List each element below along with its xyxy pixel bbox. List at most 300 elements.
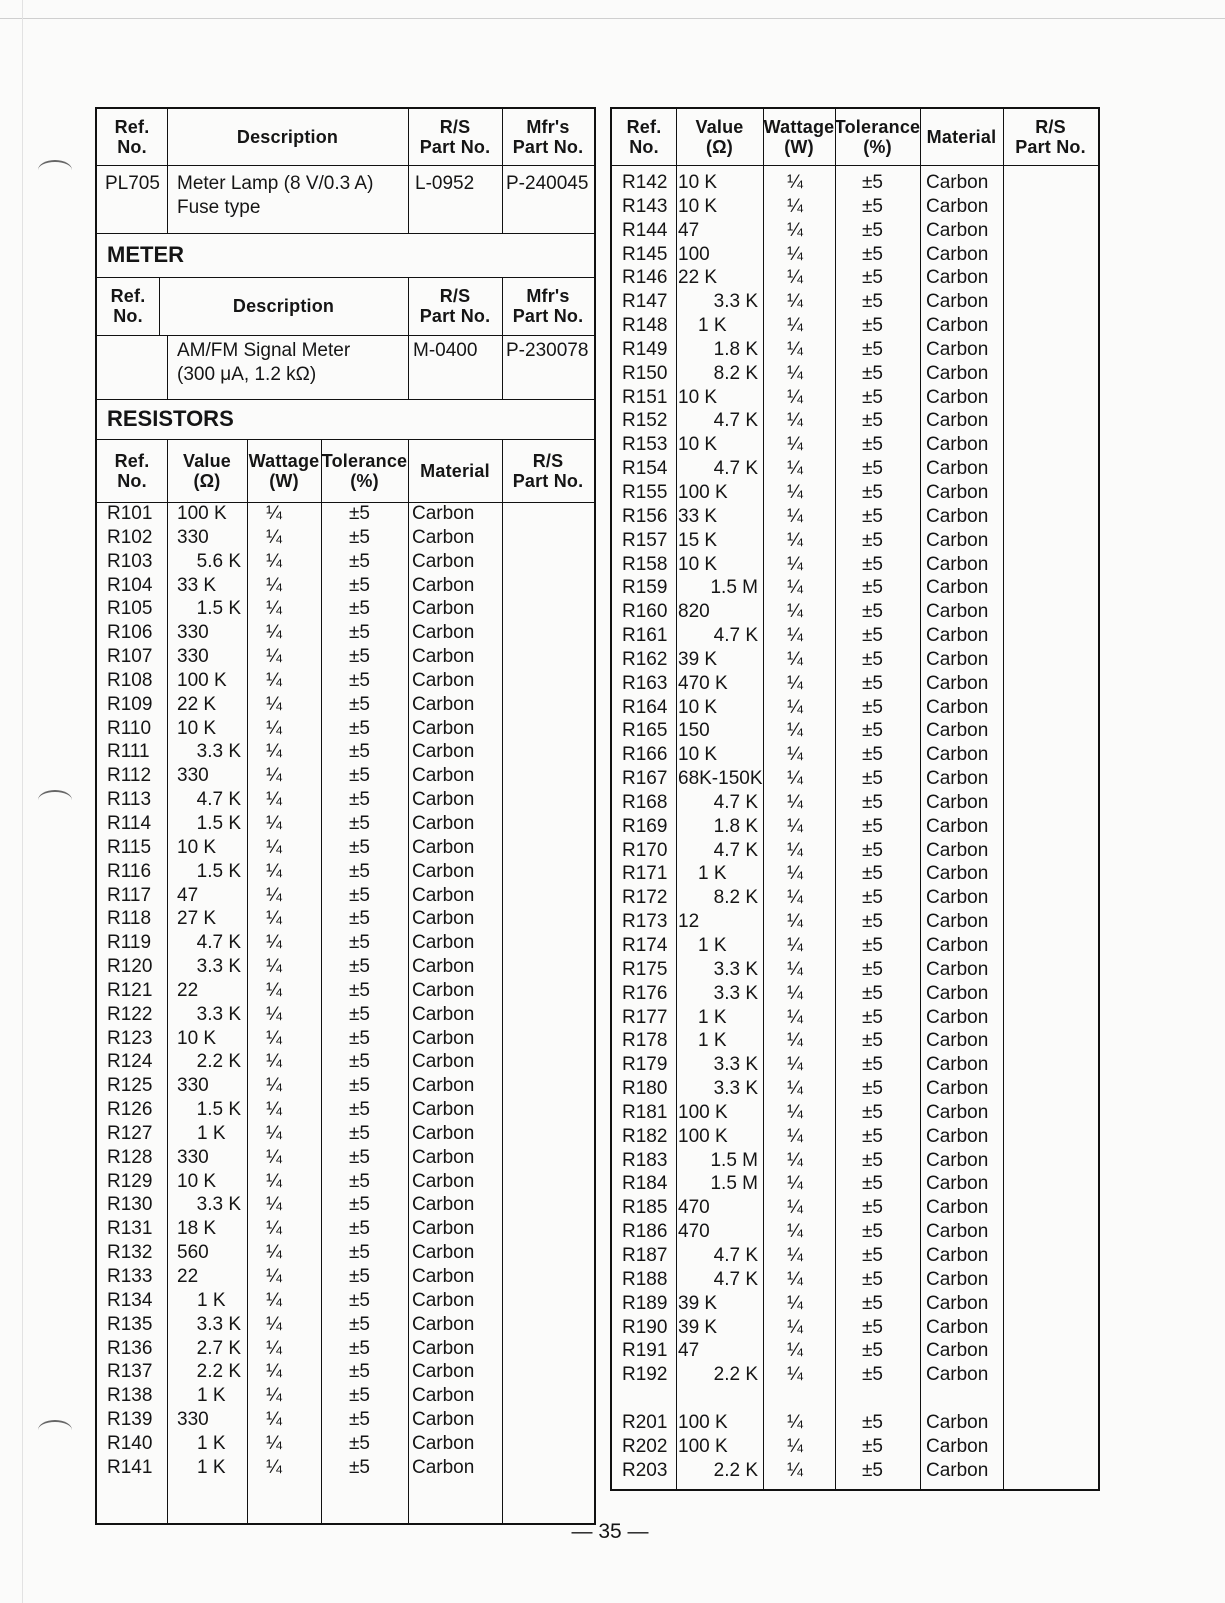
resistor-tolerance: ±5: [862, 1292, 883, 1314]
resistor-material: Carbon: [926, 1221, 989, 1243]
resistor-wattage: ¼: [787, 291, 803, 313]
resistor-tolerance: ±5: [349, 503, 370, 524]
resistor-wattage: ¼: [266, 979, 282, 1001]
rule: [97, 502, 594, 503]
resistor-value: 470: [678, 1197, 710, 1219]
resistor-value: 22: [177, 979, 199, 1001]
resistor-tolerance: ±5: [862, 219, 883, 241]
resistor-wattage: ¼: [787, 815, 803, 837]
resistor-ref: R142: [622, 172, 668, 193]
resistor-tolerance: ±5: [862, 815, 883, 837]
resistor-wattage: ¼: [266, 1313, 282, 1335]
column-ref-no: [107, 502, 165, 1480]
resistor-material: Carbon: [926, 1078, 989, 1100]
resistor-value: 3.3 K: [196, 1003, 241, 1025]
resistor-tolerance: ±5: [862, 1149, 883, 1171]
resistor-material: Carbon: [926, 1030, 989, 1052]
resistor-tolerance: ±5: [862, 1125, 883, 1147]
resistor-ref: R117: [107, 884, 152, 906]
resistor-wattage: ¼: [266, 503, 282, 524]
resistor-material: Carbon: [412, 932, 475, 954]
rule: [97, 233, 594, 234]
resistor-tolerance: ±5: [862, 1459, 883, 1481]
resistor-ref: R160: [622, 601, 668, 623]
resistor-tolerance: ±5: [862, 1221, 883, 1243]
resistor-value: 1 K: [698, 1030, 727, 1052]
resistor-wattage: ¼: [266, 717, 282, 739]
resistor-tolerance: ±5: [349, 622, 370, 644]
resistor-wattage: ¼: [266, 860, 282, 882]
resistor-tolerance: ±5: [862, 172, 883, 193]
resistor-tolerance: ±5: [349, 836, 370, 858]
resistor-value: 3.3 K: [196, 1313, 241, 1335]
resistor-wattage: ¼: [787, 744, 803, 766]
resistor-ref: R161: [622, 625, 668, 647]
resistor-value: 4.7 K: [713, 1268, 758, 1290]
resistor-material: Carbon: [412, 1146, 475, 1168]
header-ref-no: Ref. No.: [110, 286, 146, 326]
resistor-tolerance: ±5: [862, 1364, 883, 1386]
resistor-material: [926, 1387, 998, 1411]
resistor-ref: R192: [622, 1364, 668, 1386]
resistor-value: 3.3 K: [196, 1194, 241, 1216]
resistor-wattage: ¼: [266, 1027, 282, 1049]
resistor-ref: R182: [622, 1125, 668, 1147]
resistor-material: Carbon: [412, 574, 475, 596]
resistor-tolerance: ±5: [349, 956, 370, 978]
resistor-wattage: ¼: [266, 1051, 282, 1073]
rule: [97, 165, 594, 166]
resistor-material: Carbon: [412, 1122, 475, 1144]
page-number: — 35 —: [571, 1520, 649, 1543]
resistor-tolerance: ±5: [862, 911, 883, 933]
resistor-tolerance: ±5: [349, 932, 370, 954]
resistor-ref: R118: [107, 908, 152, 930]
resistor-tolerance: ±5: [349, 1170, 370, 1192]
resistor-wattage: ¼: [787, 553, 803, 575]
resistor-value: 1.5 K: [196, 598, 241, 620]
resistor-material: Carbon: [926, 291, 989, 313]
header-description: Description: [232, 296, 335, 316]
resistor-value: 4.7 K: [713, 410, 758, 432]
resistor-tolerance: ±5: [862, 1078, 883, 1100]
header-rs-part-no: R/S Part No.: [419, 117, 491, 157]
resistor-tolerance: ±5: [349, 1146, 370, 1168]
rule: [167, 335, 168, 399]
resistor-tolerance: ±5: [349, 1242, 370, 1264]
resistor-ref: R164: [622, 696, 668, 718]
resistor-wattage: ¼: [787, 672, 803, 694]
resistor-material: Carbon: [926, 672, 989, 694]
header-wattage: Wattage (W): [248, 450, 320, 491]
resistor-material: Carbon: [412, 1170, 475, 1192]
resistor-ref: R172: [622, 887, 668, 909]
resistor-ref: R129: [107, 1170, 153, 1192]
resistor-wattage: ¼: [266, 741, 282, 763]
resistor-value: 330: [177, 646, 209, 668]
resistor-value: 8.2 K: [713, 362, 758, 384]
resistor-wattage: ¼: [266, 1099, 282, 1121]
column-tolerance: [862, 171, 912, 1482]
resistor-value: 1 K: [698, 935, 727, 956]
resistor-material: Carbon: [926, 815, 989, 837]
resistor-ref: R126: [107, 1099, 153, 1121]
resistor-wattage: ¼: [787, 601, 803, 623]
resistor-value: 4.7 K: [713, 625, 758, 647]
resistor-value: 22: [177, 1266, 199, 1287]
resistor-tolerance: [862, 1387, 912, 1411]
resistor-wattage: ¼: [266, 1003, 282, 1025]
resistor-ref: R110: [107, 717, 152, 739]
resistor-tolerance: ±5: [349, 693, 370, 715]
resistor-tolerance: ±5: [862, 720, 883, 742]
resistor-material: Carbon: [926, 1173, 989, 1195]
header-rs-part-no: R/S Part No.: [1015, 117, 1086, 157]
resistor-tolerance: ±5: [349, 1456, 370, 1478]
resistor-wattage: ¼: [787, 219, 803, 241]
resistor-ref: R191: [622, 1340, 668, 1362]
resistor-tolerance: ±5: [862, 481, 883, 503]
resistor-ref: R130: [107, 1194, 153, 1216]
resistor-value: 1 K: [197, 1432, 226, 1454]
resistor-tolerance: ±5: [349, 550, 370, 572]
resistor-wattage: ¼: [787, 481, 803, 503]
resistor-wattage: ¼: [266, 1170, 282, 1192]
resistor-value: 100 K: [678, 1411, 728, 1433]
resistor-value: 470: [678, 1221, 710, 1243]
resistor-value: 47: [678, 219, 700, 241]
resistor-value: 100 K: [177, 503, 227, 524]
meter-rs-part-no: M-0400: [413, 340, 478, 361]
resistor-value: 10 K: [678, 434, 718, 456]
resistor-ref: R146: [622, 267, 668, 289]
resistor-wattage: ¼: [787, 1364, 803, 1386]
resistor-ref: R176: [622, 982, 668, 1004]
resistor-ref: R114: [107, 812, 152, 834]
resistor-material: Carbon: [926, 195, 989, 217]
resistor-ref: R165: [622, 720, 668, 742]
resistor-tolerance: ±5: [862, 625, 883, 647]
resistor-tolerance: ±5: [349, 1075, 370, 1097]
resistor-material: Carbon: [926, 1435, 989, 1457]
resistor-ref: R132: [107, 1242, 153, 1264]
resistor-wattage: ¼: [787, 1221, 803, 1243]
resistor-ref: R166: [622, 744, 668, 766]
resistor-material: Carbon: [926, 887, 989, 909]
resistor-wattage: ¼: [787, 267, 803, 289]
resistor-wattage: ¼: [266, 765, 282, 787]
resistor-material: Carbon: [412, 812, 475, 834]
resistor-ref: R137: [107, 1361, 153, 1383]
rule: [612, 165, 1098, 166]
resistor-material: Carbon: [412, 669, 475, 691]
resistor-tolerance: ±5: [862, 1435, 883, 1457]
resistor-ref: R154: [622, 458, 668, 480]
resistor-tolerance: ±5: [862, 195, 883, 217]
rule: [920, 109, 921, 1489]
resistor-tolerance: ±5: [862, 362, 883, 384]
resistor-material: Carbon: [926, 1411, 989, 1433]
resistor-ref: R116: [107, 860, 152, 882]
meter-description: AM/FM Signal Meter (300 μA, 1.2 kΩ): [177, 340, 351, 385]
resistor-ref: R123: [107, 1027, 153, 1049]
resistor-value: 2.7 K: [196, 1337, 241, 1359]
resistor-material: Carbon: [926, 1125, 989, 1147]
resistor-value: 1 K: [197, 1122, 226, 1144]
resistor-value: 100 K: [678, 1101, 728, 1123]
resistor-value: 47: [177, 884, 199, 906]
resistor-tolerance: ±5: [349, 1003, 370, 1025]
resistor-value: 100: [678, 243, 710, 265]
resistor-wattage: ¼: [787, 1101, 803, 1123]
resistor-wattage: ¼: [787, 315, 803, 337]
resistor-ref: R169: [622, 815, 668, 837]
page-top-rule: [0, 18, 1225, 19]
header-ref-no: Ref. No.: [114, 117, 150, 157]
resistor-value: 27 K: [177, 908, 217, 930]
resistor-ref: R152: [622, 410, 668, 432]
resistor-wattage: ¼: [266, 1409, 282, 1431]
resistor-material: Carbon: [926, 1292, 989, 1314]
resistor-value: 2.2 K: [196, 1361, 241, 1383]
column-value: [678, 171, 763, 1482]
resistor-ref: R163: [622, 672, 668, 694]
resistor-wattage: ¼: [787, 1244, 803, 1266]
resistor-material: Carbon: [412, 1075, 475, 1097]
resistor-tolerance: ±5: [349, 1409, 370, 1431]
resistor-tolerance: ±5: [349, 1432, 370, 1454]
resistor-tolerance: ±5: [349, 1289, 370, 1311]
resistor-material: Carbon: [412, 789, 475, 811]
resistor-wattage: ¼: [787, 1268, 803, 1290]
resistor-wattage: ¼: [787, 458, 803, 480]
resistor-tolerance: ±5: [349, 574, 370, 596]
resistor-wattage: ¼: [266, 812, 282, 834]
resistor-wattage: ¼: [787, 577, 803, 599]
resistor-material: Carbon: [412, 717, 475, 739]
resistor-material: Carbon: [926, 601, 989, 623]
resistor-value: 100 K: [678, 1125, 728, 1147]
resistor-ref: R141: [107, 1456, 153, 1478]
resistor-value: 150: [678, 720, 710, 742]
page-edge: [22, 0, 23, 1603]
resistor-tolerance: ±5: [862, 791, 883, 813]
resistor-ref: R122: [107, 1003, 153, 1025]
resistor-wattage: ¼: [787, 863, 803, 885]
resistor-ref: R101: [107, 503, 153, 524]
resistor-ref: R121: [107, 979, 153, 1001]
resistor-material: Carbon: [926, 1244, 989, 1266]
resistor-ref: R190: [622, 1316, 668, 1338]
resistor-tolerance: ±5: [862, 1411, 883, 1433]
resistor-material: Carbon: [412, 1289, 475, 1311]
resistor-value: 4.7 K: [713, 458, 758, 480]
resistor-ref: R185: [622, 1197, 668, 1219]
resistor-material: Carbon: [926, 1364, 989, 1386]
resistor-ref: R107: [107, 646, 153, 668]
resistor-wattage: ¼: [787, 1340, 803, 1362]
resistor-material: Carbon: [412, 1194, 475, 1216]
resistor-material: Carbon: [926, 267, 989, 289]
resistor-wattage: ¼: [787, 1149, 803, 1171]
resistor-value: 1 K: [197, 1289, 226, 1311]
resistor-wattage: ¼: [787, 338, 803, 360]
resistor-wattage: ¼: [787, 195, 803, 217]
resistor-tolerance: ±5: [862, 1006, 883, 1028]
resistor-value: 1.5 K: [196, 860, 241, 882]
column-wattage: [780, 171, 810, 1482]
resistor-value: 1 K: [698, 863, 727, 885]
resistor-value: 4.7 K: [713, 1244, 758, 1266]
resistor-value: 1 K: [197, 1456, 226, 1478]
resistor-ref: R144: [622, 219, 668, 241]
resistor-wattage: ¼: [787, 911, 803, 933]
resistor-material: Carbon: [412, 1409, 475, 1431]
resistor-ref: R136: [107, 1337, 153, 1359]
resistor-ref: R168: [622, 791, 668, 813]
resistor-ref: R103: [107, 550, 153, 572]
resistor-ref: R133: [107, 1266, 153, 1287]
resistor-value: 1.5 M: [710, 577, 758, 599]
resistor-tolerance: ±5: [349, 1361, 370, 1383]
resistor-wattage: ¼: [266, 1289, 282, 1311]
rule: [763, 109, 764, 1489]
resistor-value: 33 K: [177, 574, 217, 596]
resistor-value: 10 K: [177, 1027, 217, 1049]
resistor-value: 100 K: [177, 669, 227, 691]
resistor-tolerance: ±5: [862, 1030, 883, 1052]
resistor-ref: R173: [622, 911, 668, 933]
resistor-value: 470 K: [678, 672, 728, 694]
resistor-tolerance: ±5: [862, 648, 883, 670]
rule: [408, 439, 409, 1523]
resistor-ref: R174: [622, 935, 668, 956]
resistor-ref: R153: [622, 434, 668, 456]
resistor-value: 1 K: [698, 1006, 727, 1028]
resistor-tolerance: ±5: [349, 979, 370, 1001]
resistor-tolerance: ±5: [862, 1101, 883, 1123]
resistor-value: 22 K: [177, 693, 217, 715]
header-material: Material: [420, 460, 490, 481]
rule: [97, 399, 594, 400]
resistor-tolerance: ±5: [862, 458, 883, 480]
resistor-material: Carbon: [926, 1197, 989, 1219]
resistor-wattage: ¼: [787, 696, 803, 718]
column-tolerance: [349, 502, 399, 1480]
resistor-wattage: ¼: [787, 982, 803, 1004]
resistor-wattage: ¼: [266, 884, 282, 906]
resistor-value: 47: [678, 1340, 700, 1362]
resistor-tolerance: ±5: [349, 1027, 370, 1049]
resistor-tolerance: ±5: [349, 908, 370, 930]
resistor-ref: R111: [107, 741, 150, 763]
resistor-tolerance: ±5: [862, 1173, 883, 1195]
section-title-meter: METER: [107, 242, 184, 267]
resistor-value: 3.3 K: [196, 741, 241, 763]
resistor-wattage: ¼: [266, 956, 282, 978]
column-material: [926, 171, 998, 1482]
resistor-wattage: ¼: [266, 908, 282, 930]
resistor-ref: R186: [622, 1221, 668, 1243]
resistor-ref: R140: [107, 1432, 153, 1454]
resistor-wattage: ¼: [266, 1075, 282, 1097]
resistor-value: 18 K: [177, 1218, 217, 1240]
resistor-ref: R179: [622, 1054, 668, 1076]
resistor-tolerance: ±5: [862, 672, 883, 694]
resistor-wattage: ¼: [787, 648, 803, 670]
resistor-ref: R128: [107, 1146, 153, 1168]
resistor-value: 39 K: [678, 1292, 718, 1314]
resistor-value: 10 K: [678, 553, 718, 575]
lamp-description: Meter Lamp (8 V/0.3 A) Fuse type: [177, 173, 374, 218]
resistor-ref: R112: [107, 765, 152, 787]
resistor-material: Carbon: [926, 410, 989, 432]
resistor-tolerance: ±5: [349, 1337, 370, 1359]
resistor-value: 560: [177, 1242, 209, 1264]
resistor-material: Carbon: [926, 362, 989, 384]
resistor-value: 100 K: [678, 481, 728, 503]
resistor-ref: R167: [622, 768, 668, 790]
resistor-value: 2.2 K: [713, 1364, 758, 1386]
resistor-material: Carbon: [926, 982, 989, 1004]
resistor-material: Carbon: [926, 744, 989, 766]
resistor-wattage: ¼: [787, 1459, 803, 1481]
resistor-wattage: ¼: [787, 1054, 803, 1076]
resistor-ref: R178: [622, 1030, 668, 1052]
resistor-material: Carbon: [412, 1242, 475, 1264]
resistor-tolerance: ±5: [349, 812, 370, 834]
header-material: Material: [926, 127, 997, 147]
resistor-material: Carbon: [926, 911, 989, 933]
resistor-wattage: ¼: [266, 1242, 282, 1264]
resistor-value: 4.7 K: [196, 932, 241, 954]
resistor-tolerance: ±5: [349, 1385, 370, 1407]
resistor-material: Carbon: [926, 696, 989, 718]
resistor-material: Carbon: [926, 1340, 989, 1362]
resistor-tolerance: ±5: [862, 243, 883, 265]
resistor-ref: R156: [622, 505, 668, 527]
resistor-tolerance: ±5: [862, 1244, 883, 1266]
resistor-material: Carbon: [926, 172, 989, 193]
resistor-ref: R155: [622, 481, 668, 503]
resistor-ref: R147: [622, 291, 668, 313]
resistor-tolerance: ±5: [349, 1099, 370, 1121]
resistor-material: Carbon: [926, 505, 989, 527]
resistor-value: 1.5 K: [196, 1099, 241, 1121]
rule: [1003, 109, 1004, 1489]
resistor-tolerance: ±5: [862, 768, 883, 790]
resistor-value: 5.6 K: [196, 550, 241, 572]
resistor-wattage: ¼: [787, 720, 803, 742]
resistor-material: Carbon: [412, 1432, 475, 1454]
resistor-value: 10 K: [678, 386, 718, 408]
resistor-ref: R181: [622, 1101, 668, 1123]
resistor-tolerance: ±5: [862, 1197, 883, 1219]
lamp-rs-part-no: L-0952: [415, 173, 475, 194]
resistor-value: 39 K: [678, 1316, 718, 1338]
resistor-material: Carbon: [412, 908, 475, 930]
resistor-wattage: ¼: [787, 529, 803, 551]
resistor-value: 3.3 K: [713, 1078, 758, 1100]
resistor-value: 12: [678, 911, 700, 933]
resistor-material: Carbon: [412, 503, 475, 524]
resistor-tolerance: ±5: [862, 386, 883, 408]
resistor-ref: R177: [622, 1006, 668, 1028]
resistor-wattage: ¼: [787, 172, 803, 193]
resistor-tolerance: ±5: [862, 696, 883, 718]
resistor-ref: R105: [107, 598, 153, 620]
resistor-value: 330: [177, 1409, 209, 1431]
